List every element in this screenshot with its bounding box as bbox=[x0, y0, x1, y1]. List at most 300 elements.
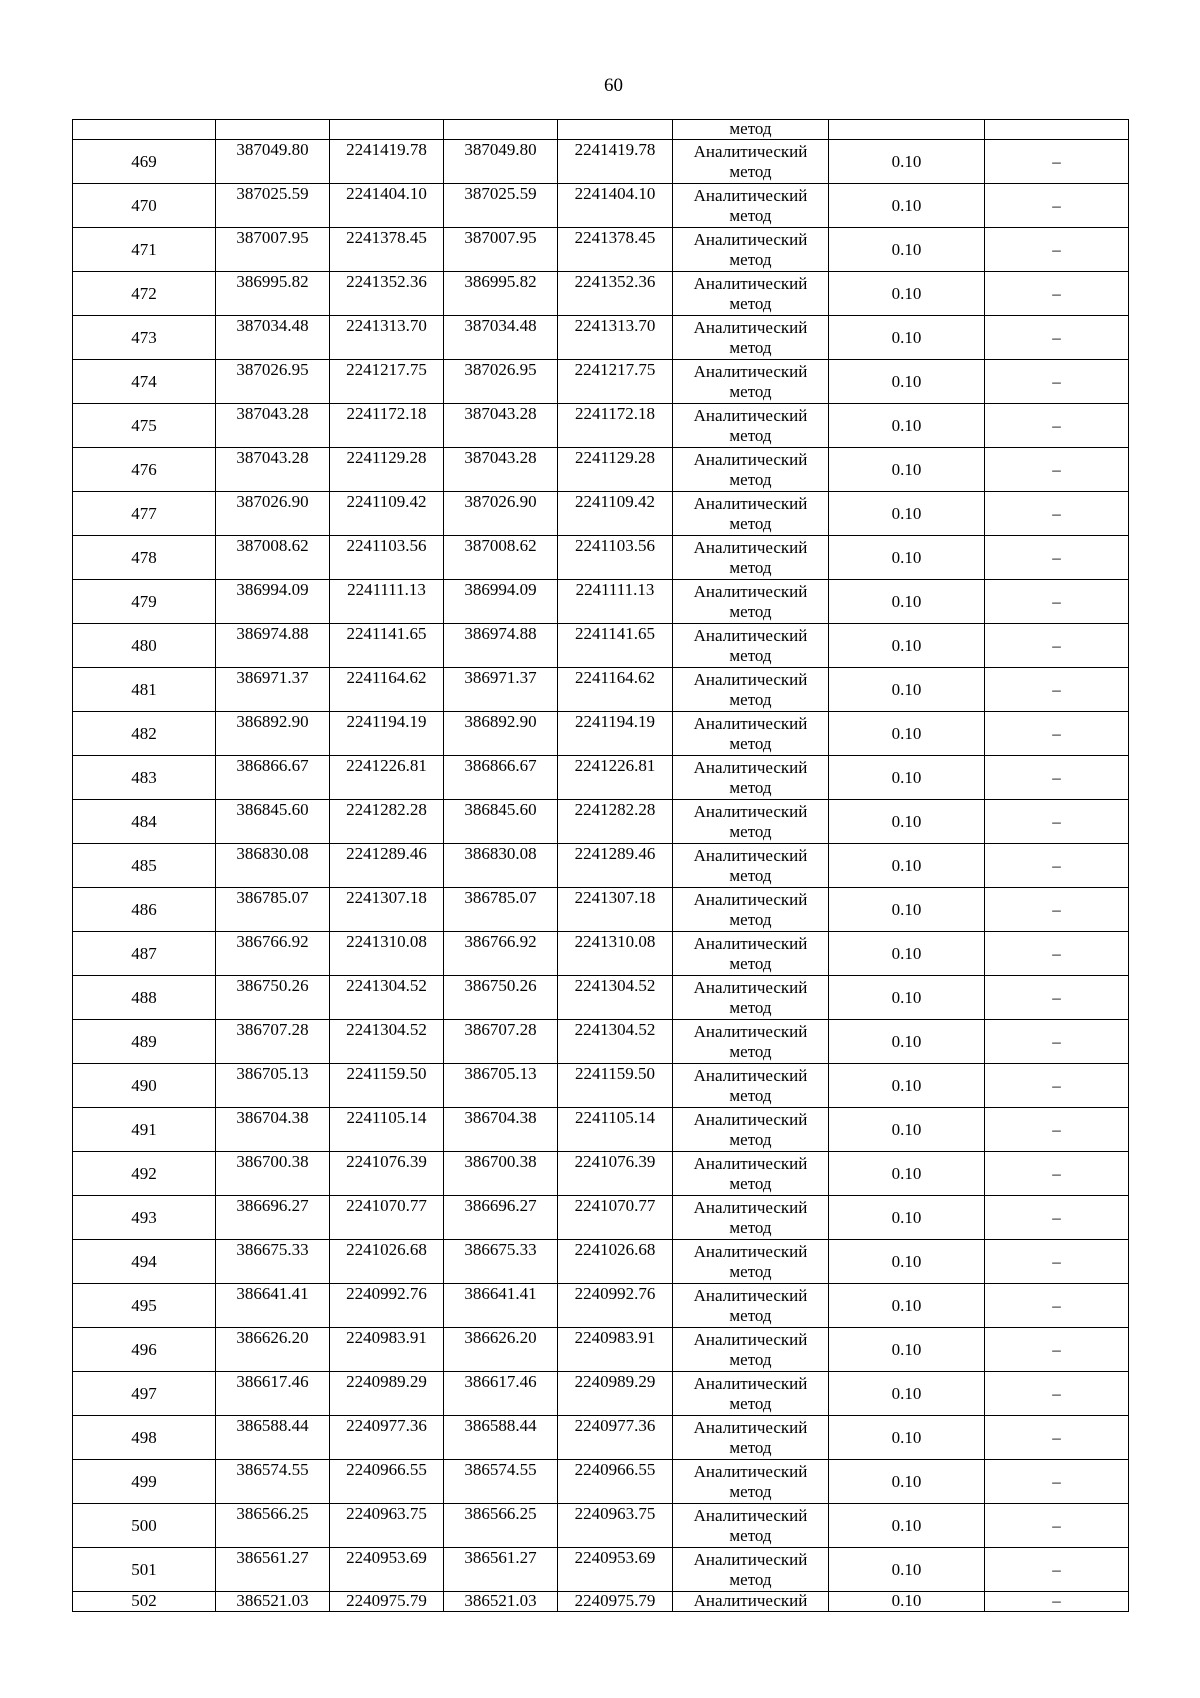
note: – bbox=[985, 228, 1129, 272]
note: – bbox=[985, 844, 1129, 888]
point-number: 472 bbox=[73, 272, 216, 316]
method-line-1: Аналитический bbox=[693, 317, 808, 337]
method-cell bbox=[673, 624, 829, 668]
coord-x2: 386700.38 bbox=[444, 1152, 558, 1196]
method-line-2: метод bbox=[729, 821, 772, 841]
note: – bbox=[985, 932, 1129, 976]
method-cell bbox=[673, 976, 829, 1020]
note: – bbox=[985, 976, 1129, 1020]
method-cell bbox=[673, 448, 829, 492]
accuracy: 0.10 bbox=[829, 140, 985, 184]
point-number: 474 bbox=[73, 360, 216, 404]
method-line-2: метод bbox=[729, 1393, 772, 1413]
method-line-2: метод bbox=[729, 513, 772, 533]
accuracy: 0.10 bbox=[829, 624, 985, 668]
coord-x1: 386830.08 bbox=[216, 844, 330, 888]
point-number: 501 bbox=[73, 1548, 216, 1592]
coord-y2: 2241070.77 bbox=[558, 1196, 673, 1240]
method-cell bbox=[673, 536, 829, 580]
page-number: 60 bbox=[604, 75, 623, 96]
point-number: 502 bbox=[73, 1592, 216, 1612]
coord-y2: 2241226.81 bbox=[558, 756, 673, 800]
coord-x2: 386830.08 bbox=[444, 844, 558, 888]
method-line-1: Аналитический bbox=[693, 1197, 808, 1217]
accuracy: 0.10 bbox=[829, 668, 985, 712]
table-row bbox=[73, 1460, 1129, 1504]
coord-y1: 2241217.75 bbox=[330, 360, 444, 404]
coord-x1: 387043.28 bbox=[216, 404, 330, 448]
point-number: 479 bbox=[73, 580, 216, 624]
coord-x1: 386675.33 bbox=[216, 1240, 330, 1284]
table-row bbox=[73, 668, 1129, 712]
note: – bbox=[985, 272, 1129, 316]
coord-y2: 2241304.52 bbox=[558, 976, 673, 1020]
coord-y2: 2241313.70 bbox=[558, 316, 673, 360]
point-number: 483 bbox=[73, 756, 216, 800]
method-line-1: Аналитический bbox=[693, 1153, 808, 1173]
method-cell bbox=[673, 756, 829, 800]
accuracy: 0.10 bbox=[829, 800, 985, 844]
note: – bbox=[985, 1284, 1129, 1328]
table-row bbox=[73, 140, 1129, 184]
method-cell bbox=[673, 272, 829, 316]
coord-y1: 2241194.19 bbox=[330, 712, 444, 756]
coord-x2: 387034.48 bbox=[444, 316, 558, 360]
method-cell bbox=[673, 492, 829, 536]
method-cell bbox=[673, 1196, 829, 1240]
coord-x1: 386994.09 bbox=[216, 580, 330, 624]
method-line-1: Аналитический bbox=[693, 845, 808, 865]
point-number: 489 bbox=[73, 1020, 216, 1064]
note: – bbox=[985, 1152, 1129, 1196]
method-cell bbox=[673, 140, 829, 184]
coord-y1: 2241310.08 bbox=[330, 932, 444, 976]
coord-y2: 2241105.14 bbox=[558, 1108, 673, 1152]
table-row bbox=[73, 1416, 1129, 1460]
coord-y2: 2241026.68 bbox=[558, 1240, 673, 1284]
table-row bbox=[73, 228, 1129, 272]
method-cell bbox=[673, 712, 829, 756]
coord-x2: 386995.82 bbox=[444, 272, 558, 316]
method-line-1: Аналитический bbox=[693, 889, 808, 909]
coord-y2: 2241310.08 bbox=[558, 932, 673, 976]
coord-x1: 386566.25 bbox=[216, 1504, 330, 1548]
point-number: 476 bbox=[73, 448, 216, 492]
point-number: 487 bbox=[73, 932, 216, 976]
coord-x2: 386892.90 bbox=[444, 712, 558, 756]
method-line-1: Аналитический bbox=[693, 141, 808, 161]
method-line-2: метод bbox=[729, 733, 772, 753]
coord-y1: 2241164.62 bbox=[330, 668, 444, 712]
accuracy: 0.10 bbox=[829, 580, 985, 624]
note: – bbox=[985, 1416, 1129, 1460]
coord-y2: 2241111.13 bbox=[558, 580, 673, 624]
method-line-2: метод bbox=[729, 425, 772, 445]
method-line-1: Аналитический bbox=[693, 493, 808, 513]
point-number: 488 bbox=[73, 976, 216, 1020]
method-line-1: Аналитический bbox=[693, 361, 808, 381]
coord-y1: 2241304.52 bbox=[330, 1020, 444, 1064]
coord-y2: 2241164.62 bbox=[558, 668, 673, 712]
table-row bbox=[73, 1284, 1129, 1328]
point-number: 500 bbox=[73, 1504, 216, 1548]
coord-y1: 2241378.45 bbox=[330, 228, 444, 272]
method-line-1: Аналитический bbox=[693, 1241, 808, 1261]
method-line-1: Аналитический bbox=[693, 185, 808, 205]
coord-y1: 2241141.65 bbox=[330, 624, 444, 668]
accuracy: 0.10 bbox=[829, 228, 985, 272]
note: – bbox=[985, 1064, 1129, 1108]
accuracy: 0.10 bbox=[829, 844, 985, 888]
method-line-1: Аналитический bbox=[693, 581, 808, 601]
method-line-1: Аналитический bbox=[693, 537, 808, 557]
accuracy: 0.10 bbox=[829, 1504, 985, 1548]
table-row bbox=[73, 1196, 1129, 1240]
method-line-1: Аналитический bbox=[693, 1461, 808, 1481]
coord-y1: 2241352.36 bbox=[330, 272, 444, 316]
note: – bbox=[985, 668, 1129, 712]
coord-x2: 386588.44 bbox=[444, 1416, 558, 1460]
coord-y1: 2241282.28 bbox=[330, 800, 444, 844]
method-line-2: метод bbox=[729, 1349, 772, 1369]
method-line-2: метод bbox=[729, 909, 772, 929]
accuracy: 0.10 bbox=[829, 1108, 985, 1152]
continued-row bbox=[73, 120, 1129, 140]
point-number: 498 bbox=[73, 1416, 216, 1460]
table-row bbox=[73, 800, 1129, 844]
table-row bbox=[73, 756, 1129, 800]
method-line-2: метод bbox=[729, 1525, 772, 1545]
method-line-2: метод bbox=[729, 865, 772, 885]
point-number: 470 bbox=[73, 184, 216, 228]
accuracy: 0.10 bbox=[829, 1284, 985, 1328]
coord-x1: 387034.48 bbox=[216, 316, 330, 360]
note: – bbox=[985, 140, 1129, 184]
coord-x2: 387025.59 bbox=[444, 184, 558, 228]
method-line-2: метод bbox=[729, 601, 772, 621]
table-row bbox=[73, 492, 1129, 536]
note: – bbox=[985, 756, 1129, 800]
coord-x2: 387026.95 bbox=[444, 360, 558, 404]
coord-x2: 386521.03 bbox=[444, 1592, 558, 1612]
note: – bbox=[985, 624, 1129, 668]
coord-x2: 386704.38 bbox=[444, 1108, 558, 1152]
coord-y1: 2241172.18 bbox=[330, 404, 444, 448]
method-line-1: Аналитический bbox=[693, 449, 808, 469]
point-number: 496 bbox=[73, 1328, 216, 1372]
point-number: 485 bbox=[73, 844, 216, 888]
accuracy: 0.10 bbox=[829, 184, 985, 228]
table-row bbox=[73, 1372, 1129, 1416]
point-number: 493 bbox=[73, 1196, 216, 1240]
table-row bbox=[73, 580, 1129, 624]
coord-x1: 386971.37 bbox=[216, 668, 330, 712]
point-number: 491 bbox=[73, 1108, 216, 1152]
coord-x1: 386750.26 bbox=[216, 976, 330, 1020]
table-row bbox=[73, 932, 1129, 976]
coord-x2: 386641.41 bbox=[444, 1284, 558, 1328]
coord-y2: 2241404.10 bbox=[558, 184, 673, 228]
note: – bbox=[985, 888, 1129, 932]
table-row bbox=[73, 448, 1129, 492]
coord-x2: 386707.28 bbox=[444, 1020, 558, 1064]
coord-y1: 2241109.42 bbox=[330, 492, 444, 536]
method-line-1: Аналитический bbox=[693, 1285, 808, 1305]
method-line-1: Аналитический bbox=[693, 1021, 808, 1041]
coord-x2: 386626.20 bbox=[444, 1328, 558, 1372]
coord-y1: 2240983.91 bbox=[330, 1328, 444, 1372]
table-row bbox=[73, 272, 1129, 316]
coord-x2: 386566.25 bbox=[444, 1504, 558, 1548]
method-line-2: метод bbox=[729, 1261, 772, 1281]
method-cell bbox=[673, 360, 829, 404]
table-row bbox=[73, 184, 1129, 228]
coord-y2: 2241217.75 bbox=[558, 360, 673, 404]
coord-x2: 386675.33 bbox=[444, 1240, 558, 1284]
coord-x1: 387026.90 bbox=[216, 492, 330, 536]
method-line-1: Аналитический bbox=[693, 273, 808, 293]
coord-x2: 387026.90 bbox=[444, 492, 558, 536]
coord-x1: 386705.13 bbox=[216, 1064, 330, 1108]
coord-x2: 386766.92 bbox=[444, 932, 558, 976]
point-number: 482 bbox=[73, 712, 216, 756]
coord-x1: 387008.62 bbox=[216, 536, 330, 580]
method-line-2: метод bbox=[729, 1085, 772, 1105]
point-number: 471 bbox=[73, 228, 216, 272]
method-line-2: метод bbox=[729, 953, 772, 973]
accuracy: 0.10 bbox=[829, 1240, 985, 1284]
coord-x1: 386700.38 bbox=[216, 1152, 330, 1196]
coord-y2: 2241419.78 bbox=[558, 140, 673, 184]
method-line-2: метод bbox=[729, 1305, 772, 1325]
coord-y1: 2240975.79 bbox=[330, 1592, 444, 1612]
coord-y1: 2240992.76 bbox=[330, 1284, 444, 1328]
accuracy: 0.10 bbox=[829, 1548, 985, 1592]
accuracy: 0.10 bbox=[829, 272, 985, 316]
point-number: 473 bbox=[73, 316, 216, 360]
method-line-1: Аналитический bbox=[693, 229, 808, 249]
method-line-1: Аналитический bbox=[693, 977, 808, 997]
accuracy: 0.10 bbox=[829, 888, 985, 932]
method-cell bbox=[673, 1240, 829, 1284]
coord-y1: 2240963.75 bbox=[330, 1504, 444, 1548]
coord-x2: 386705.13 bbox=[444, 1064, 558, 1108]
accuracy: 0.10 bbox=[829, 932, 985, 976]
coord-y2: 2241109.42 bbox=[558, 492, 673, 536]
method-cell bbox=[673, 1416, 829, 1460]
method-line-1: Аналитический bbox=[693, 625, 808, 645]
method-line-1: Аналитический bbox=[693, 1549, 808, 1569]
table-row bbox=[73, 536, 1129, 580]
point-number: 494 bbox=[73, 1240, 216, 1284]
note: – bbox=[985, 360, 1129, 404]
method-cell bbox=[673, 1372, 829, 1416]
point-number: 481 bbox=[73, 668, 216, 712]
note: – bbox=[985, 1240, 1129, 1284]
method-line-2: метод bbox=[729, 1129, 772, 1149]
coord-x2: 386561.27 bbox=[444, 1548, 558, 1592]
coord-y2: 2240977.36 bbox=[558, 1416, 673, 1460]
coord-y1: 2241026.68 bbox=[330, 1240, 444, 1284]
method-cell bbox=[673, 844, 829, 888]
method-line-1: Аналитический bbox=[693, 1329, 808, 1349]
method-cell bbox=[673, 668, 829, 712]
accuracy: 0.10 bbox=[829, 1328, 985, 1372]
coord-x1: 386766.92 bbox=[216, 932, 330, 976]
method-line-2: метод bbox=[729, 337, 772, 357]
method-line-2: метод bbox=[729, 205, 772, 225]
point-number: 478 bbox=[73, 536, 216, 580]
method-line-2: метод bbox=[729, 1041, 772, 1061]
point-number: 490 bbox=[73, 1064, 216, 1108]
point-number: 484 bbox=[73, 800, 216, 844]
note: – bbox=[985, 1460, 1129, 1504]
method-line-2: метод bbox=[729, 293, 772, 313]
coord-x2: 386785.07 bbox=[444, 888, 558, 932]
coord-x2: 386696.27 bbox=[444, 1196, 558, 1240]
method-cell bbox=[673, 316, 829, 360]
method-cell bbox=[673, 1504, 829, 1548]
coord-x2: 386750.26 bbox=[444, 976, 558, 1020]
coord-y1: 2241103.56 bbox=[330, 536, 444, 580]
coordinates-table bbox=[72, 119, 1129, 1612]
accuracy: 0.10 bbox=[829, 1372, 985, 1416]
accuracy: 0.10 bbox=[829, 976, 985, 1020]
coord-x1: 386995.82 bbox=[216, 272, 330, 316]
accuracy: 0.10 bbox=[829, 492, 985, 536]
table-row bbox=[73, 360, 1129, 404]
table-row bbox=[73, 1504, 1129, 1548]
method-line-1: Аналитический bbox=[693, 713, 808, 733]
method-line-2: метод bbox=[729, 997, 772, 1017]
accuracy: 0.10 bbox=[829, 1592, 985, 1612]
coord-y1: 2241226.81 bbox=[330, 756, 444, 800]
coord-y2: 2241129.28 bbox=[558, 448, 673, 492]
accuracy: 0.10 bbox=[829, 448, 985, 492]
coord-x1: 386974.88 bbox=[216, 624, 330, 668]
method-line-1: Аналитический bbox=[693, 1373, 808, 1393]
coord-y1: 2240989.29 bbox=[330, 1372, 444, 1416]
coord-y1: 2241105.14 bbox=[330, 1108, 444, 1152]
accuracy: 0.10 bbox=[829, 1152, 985, 1196]
method-cell bbox=[673, 580, 829, 624]
method-cell bbox=[673, 228, 829, 272]
coord-x1: 386707.28 bbox=[216, 1020, 330, 1064]
method-line-2: метод bbox=[729, 1217, 772, 1237]
method-cell bbox=[673, 1460, 829, 1504]
method-line-1: Аналитический bbox=[693, 801, 808, 821]
coord-y1: 2241304.52 bbox=[330, 976, 444, 1020]
note: – bbox=[985, 1196, 1129, 1240]
method-line-2: метод bbox=[729, 777, 772, 797]
method-cell bbox=[673, 1328, 829, 1372]
table-row bbox=[73, 1064, 1129, 1108]
note: – bbox=[985, 184, 1129, 228]
accuracy: 0.10 bbox=[829, 316, 985, 360]
coord-x2: 386866.67 bbox=[444, 756, 558, 800]
accuracy: 0.10 bbox=[829, 360, 985, 404]
method-cell bbox=[673, 404, 829, 448]
note: – bbox=[985, 1108, 1129, 1152]
coord-y2: 2241304.52 bbox=[558, 1020, 673, 1064]
coord-x2: 386617.46 bbox=[444, 1372, 558, 1416]
method-line-1: Аналитический bbox=[693, 933, 808, 953]
point-number: 477 bbox=[73, 492, 216, 536]
method-line-2: метод bbox=[729, 249, 772, 269]
coord-y2: 2240975.79 bbox=[558, 1592, 673, 1612]
method-line-2: метод bbox=[729, 381, 772, 401]
coord-y1: 2241076.39 bbox=[330, 1152, 444, 1196]
method-cell: Аналитический bbox=[673, 1592, 829, 1612]
point-number: 492 bbox=[73, 1152, 216, 1196]
method-line-2: метод bbox=[729, 1569, 772, 1589]
coord-y2: 2241282.28 bbox=[558, 800, 673, 844]
method-line-1: Аналитический bbox=[693, 669, 808, 689]
method-line-2: метод bbox=[729, 1173, 772, 1193]
coord-y1: 2241129.28 bbox=[330, 448, 444, 492]
coord-y1: 2240977.36 bbox=[330, 1416, 444, 1460]
coord-y2: 2241194.19 bbox=[558, 712, 673, 756]
coord-y1: 2240953.69 bbox=[330, 1548, 444, 1592]
coord-x1: 387043.28 bbox=[216, 448, 330, 492]
coord-y2: 2241103.56 bbox=[558, 536, 673, 580]
table-row bbox=[73, 712, 1129, 756]
coord-x1: 386892.90 bbox=[216, 712, 330, 756]
coord-x1: 386704.38 bbox=[216, 1108, 330, 1152]
coord-x1: 386785.07 bbox=[216, 888, 330, 932]
table-row bbox=[73, 1020, 1129, 1064]
method-line-2: метод bbox=[729, 689, 772, 709]
coord-x1: 386626.20 bbox=[216, 1328, 330, 1372]
coord-y2: 2240953.69 bbox=[558, 1548, 673, 1592]
accuracy: 0.10 bbox=[829, 712, 985, 756]
coord-x1: 386866.67 bbox=[216, 756, 330, 800]
table-row bbox=[73, 1240, 1129, 1284]
note: – bbox=[985, 800, 1129, 844]
coord-x2: 386994.09 bbox=[444, 580, 558, 624]
coord-y2: 2240963.75 bbox=[558, 1504, 673, 1548]
accuracy: 0.10 bbox=[829, 1196, 985, 1240]
coord-x1: 387007.95 bbox=[216, 228, 330, 272]
table-row bbox=[73, 844, 1129, 888]
coord-x1: 386696.27 bbox=[216, 1196, 330, 1240]
accuracy: 0.10 bbox=[829, 536, 985, 580]
coord-y1: 2241313.70 bbox=[330, 316, 444, 360]
coord-y2: 2240966.55 bbox=[558, 1460, 673, 1504]
table-row bbox=[73, 976, 1129, 1020]
note: – bbox=[985, 1548, 1129, 1592]
note: – bbox=[985, 712, 1129, 756]
coord-x2: 386974.88 bbox=[444, 624, 558, 668]
coord-y1: 2241111.13 bbox=[330, 580, 444, 624]
coord-x1: 386617.46 bbox=[216, 1372, 330, 1416]
method-cell bbox=[673, 1284, 829, 1328]
coord-x2: 387008.62 bbox=[444, 536, 558, 580]
coord-x2: 386971.37 bbox=[444, 668, 558, 712]
coord-y2: 2241352.36 bbox=[558, 272, 673, 316]
note: – bbox=[985, 580, 1129, 624]
note: – bbox=[985, 536, 1129, 580]
method-cell: метод bbox=[673, 120, 829, 140]
coord-y1: 2240966.55 bbox=[330, 1460, 444, 1504]
point-number: 480 bbox=[73, 624, 216, 668]
point-number: 497 bbox=[73, 1372, 216, 1416]
method-line-1: Аналитический bbox=[693, 1065, 808, 1085]
table-row bbox=[73, 316, 1129, 360]
note: – bbox=[985, 492, 1129, 536]
coord-x1: 387025.59 bbox=[216, 184, 330, 228]
note: – bbox=[985, 316, 1129, 360]
